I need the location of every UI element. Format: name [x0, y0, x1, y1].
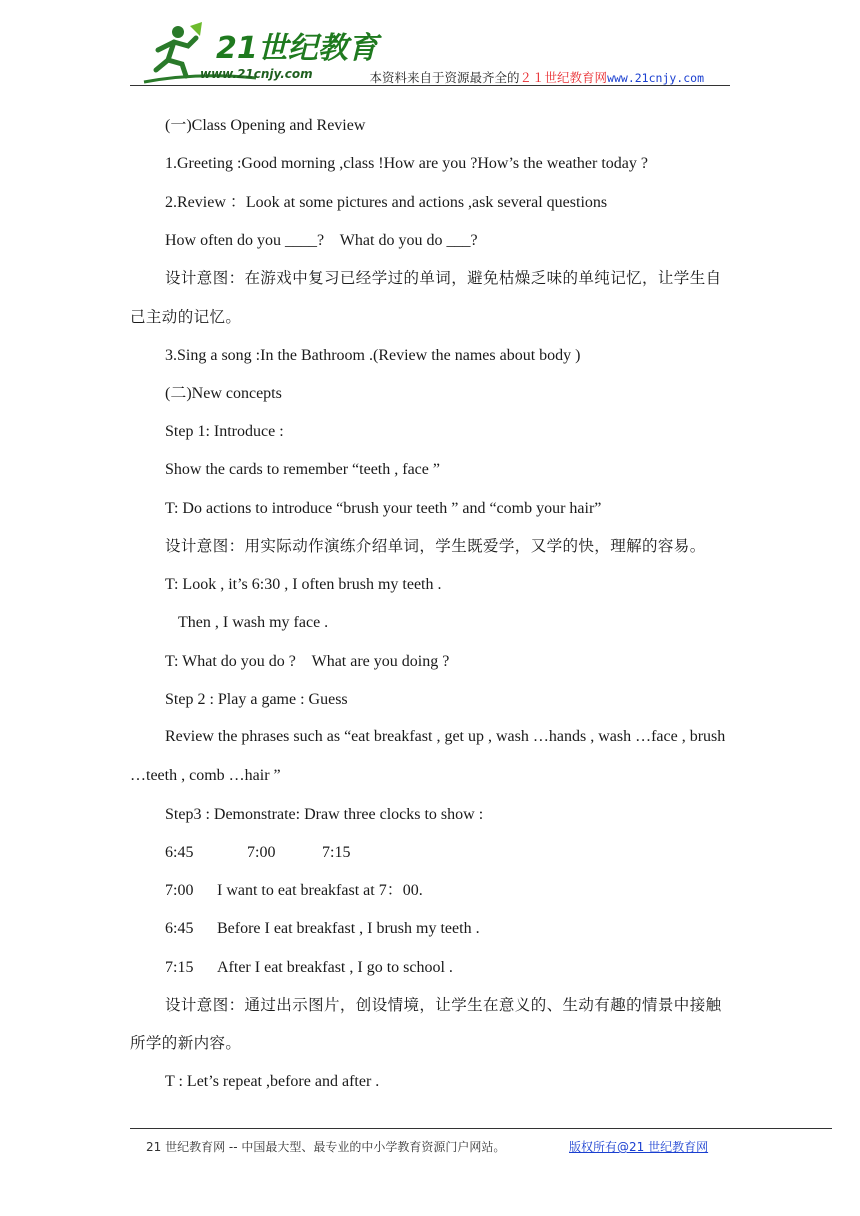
- tagline-brand: ２１世纪教育网: [519, 70, 608, 85]
- page-header: [130, 18, 730, 86]
- step3-heading: Step3 : Demonstrate: Draw three clocks to show :: [165, 805, 484, 823]
- header-tagline: [370, 68, 704, 86]
- cards-line: Show the cards to remember “teeth , face ”: [165, 461, 440, 479]
- step1-heading: Step 1: Introduce :: [165, 423, 284, 440]
- time-row: [130, 877, 732, 915]
- review-line: 2.Review ：Look at some pictures and actions ,ask several questions: [165, 193, 608, 211]
- greeting-line: 1.Greeting :Good morning ,class !How are you ?How’s the weather today ?: [165, 155, 648, 173]
- design-intent-3: 设计意图：通过出示图片，创设情境，让学生在意义的、生动有趣的情景中接触所学的新内容。: [130, 996, 722, 1053]
- look-line: T: Look , it’s 6:30 , I often brush my teeth .: [165, 576, 442, 593]
- then-line: Then , I wash my face .: [178, 614, 329, 632]
- song-line: 3.Sing a song :In the Bathroom .(Review the names about body ): [165, 346, 581, 364]
- actions-line: T: Do actions to introduce “brush your teeth ” and “comb your hair”: [165, 499, 602, 517]
- logo-wordmark: 21世纪教育: [216, 31, 378, 66]
- header-divider: [130, 85, 730, 86]
- copyright-link[interactable]: 版权所有@21 世纪教育网: [569, 1140, 709, 1154]
- row-text: I want to eat breakfast at 7：00.: [217, 882, 423, 899]
- clock-times-row: [130, 839, 732, 877]
- clock-time: 7:15: [322, 843, 351, 861]
- row-text: Before I eat breakfast , I brush my teeth .: [217, 920, 480, 938]
- step2-heading: Step 2 : Play a game : Guess: [165, 690, 348, 708]
- row-text: After I eat breakfast , I go to school .: [217, 958, 453, 976]
- site-logo: [138, 20, 378, 84]
- clock-time: 6:45: [165, 843, 194, 861]
- tagline-url[interactable]: www.21cnjy.com: [607, 71, 704, 85]
- section-heading-new-concepts: (二)New concepts: [165, 384, 282, 402]
- row-time: 6:45: [165, 920, 194, 938]
- design-intent-1: 设计意图：在游戏中复习已经学过的单词，避免枯燥乏味的单纯记忆，让学生自己主动的记忆。: [130, 269, 722, 326]
- footer-text: 21 世纪教育网 -- 中国最大型、最专业的中小学教育资源门户网站。: [146, 1140, 506, 1154]
- time-row: [130, 915, 732, 953]
- tagline-prefix: 本资料来自于资源最齐全的: [369, 70, 520, 85]
- logo-url: www.21cnjy.com: [200, 67, 313, 81]
- repeat-line: T : Let’s repeat ,before and after .: [165, 1073, 380, 1091]
- question-line: T: What do you do ? What are you doing ?: [165, 652, 450, 670]
- phrases-line: Review the phrases such as “eat breakfast , get up , wash …hands , wash …face , brush …teeth , comb …hair ”: [130, 728, 726, 784]
- footer-divider: [130, 1128, 832, 1129]
- row-time: 7:15: [165, 958, 194, 976]
- clock-time: 7:00: [247, 843, 276, 861]
- lesson-body: [130, 112, 732, 1107]
- questions-line: How often do you ____? What do you do ___?: [165, 231, 478, 249]
- design-intent-2: 设计意图：用实际动作演练介绍单词，学生既爱学，又学的快，理解的容易。: [165, 536, 706, 555]
- row-time: 7:00: [165, 882, 194, 899]
- section-heading-review: (一)Class Opening and Review: [165, 117, 366, 134]
